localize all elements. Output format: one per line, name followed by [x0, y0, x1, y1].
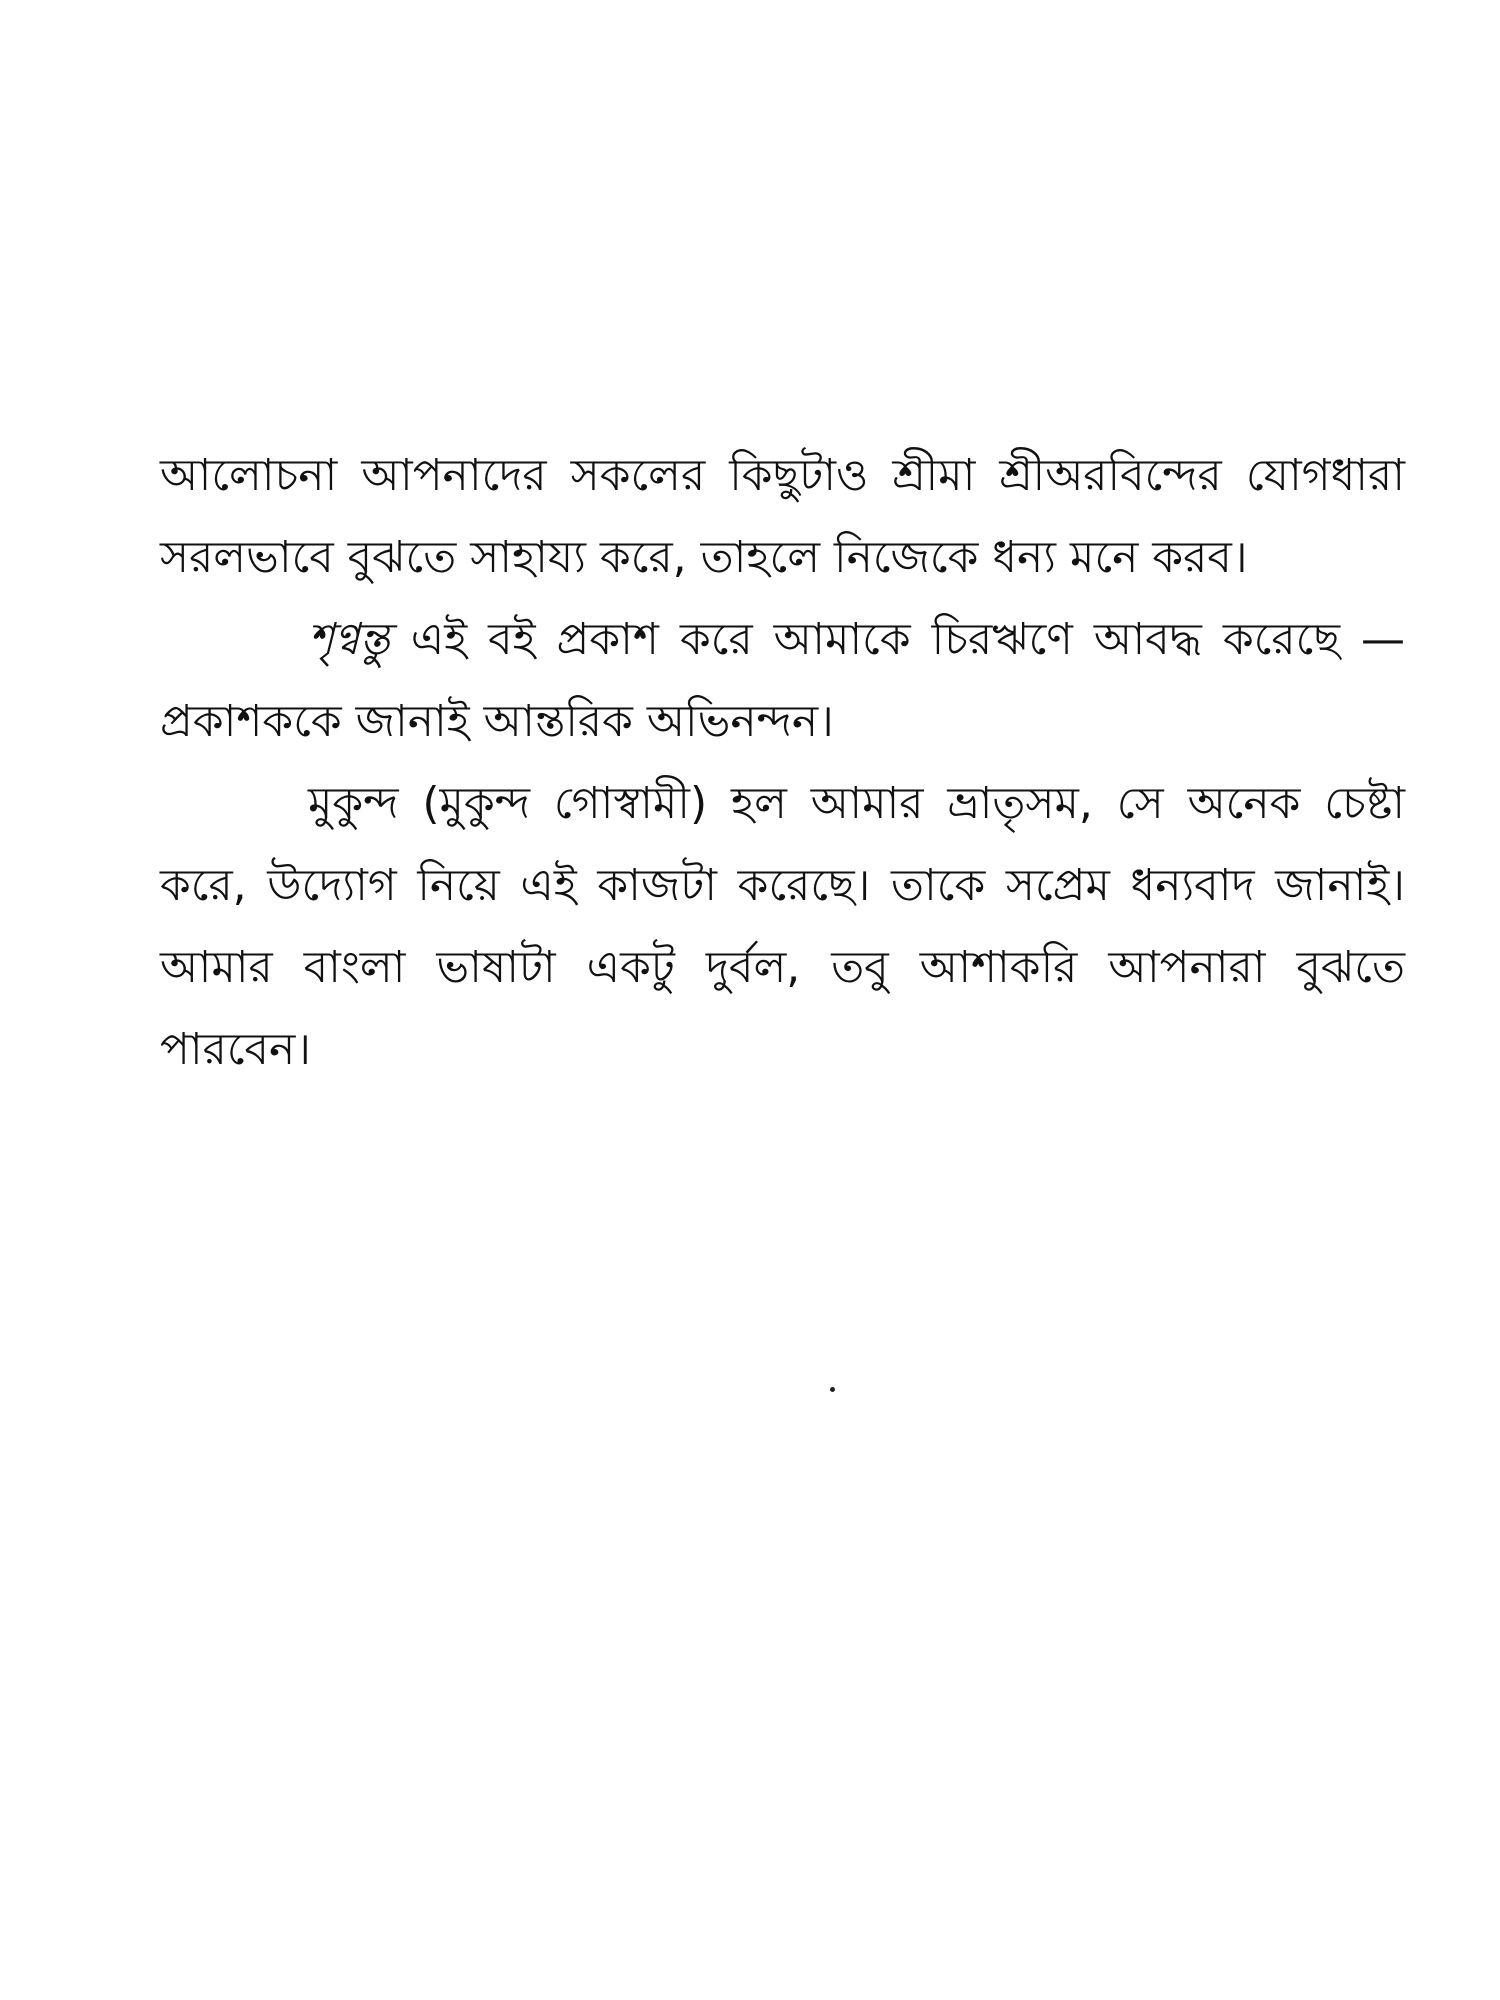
paragraph-publisher-thanks	[160, 599, 1405, 763]
body-text	[160, 435, 1405, 1091]
book-title: শৃণ্বন্তু	[308, 614, 390, 665]
page-dot-mark	[830, 1387, 835, 1392]
paragraph-closing-remark: আলোচনা আপনাদের সকলের কিছুটাও শ্রীমা শ্রীঅরবিন্দের যোগধারা সরলভাবে বুঝতে সাহায্য করে, তাহলে নিজেকে ধন্য মনে করব।	[160, 450, 1405, 583]
paragraph-acknowledgement: মুকুন্দ (মুকুন্দ গোস্বামী) হল আমার ভ্রাতৃসম, সে অনেক চেষ্টা করে, উদ্যোগ নিয়ে এই কাজটা করেছে। তাকে সপ্রেম ধন্যবাদ জানাই। আমার বাংলা ভাষাটা একটু দুর্বল, তবু আশাকরি আপনারা বুঝতে পারবেন।	[160, 778, 1405, 1075]
publisher-thanks-text: এই বই প্রকাশ করে আমাকে চিরঋণে আবদ্ধ করেছে — প্রকাশককে জানাই আন্তরিক অভিনন্দন।	[160, 614, 1405, 747]
